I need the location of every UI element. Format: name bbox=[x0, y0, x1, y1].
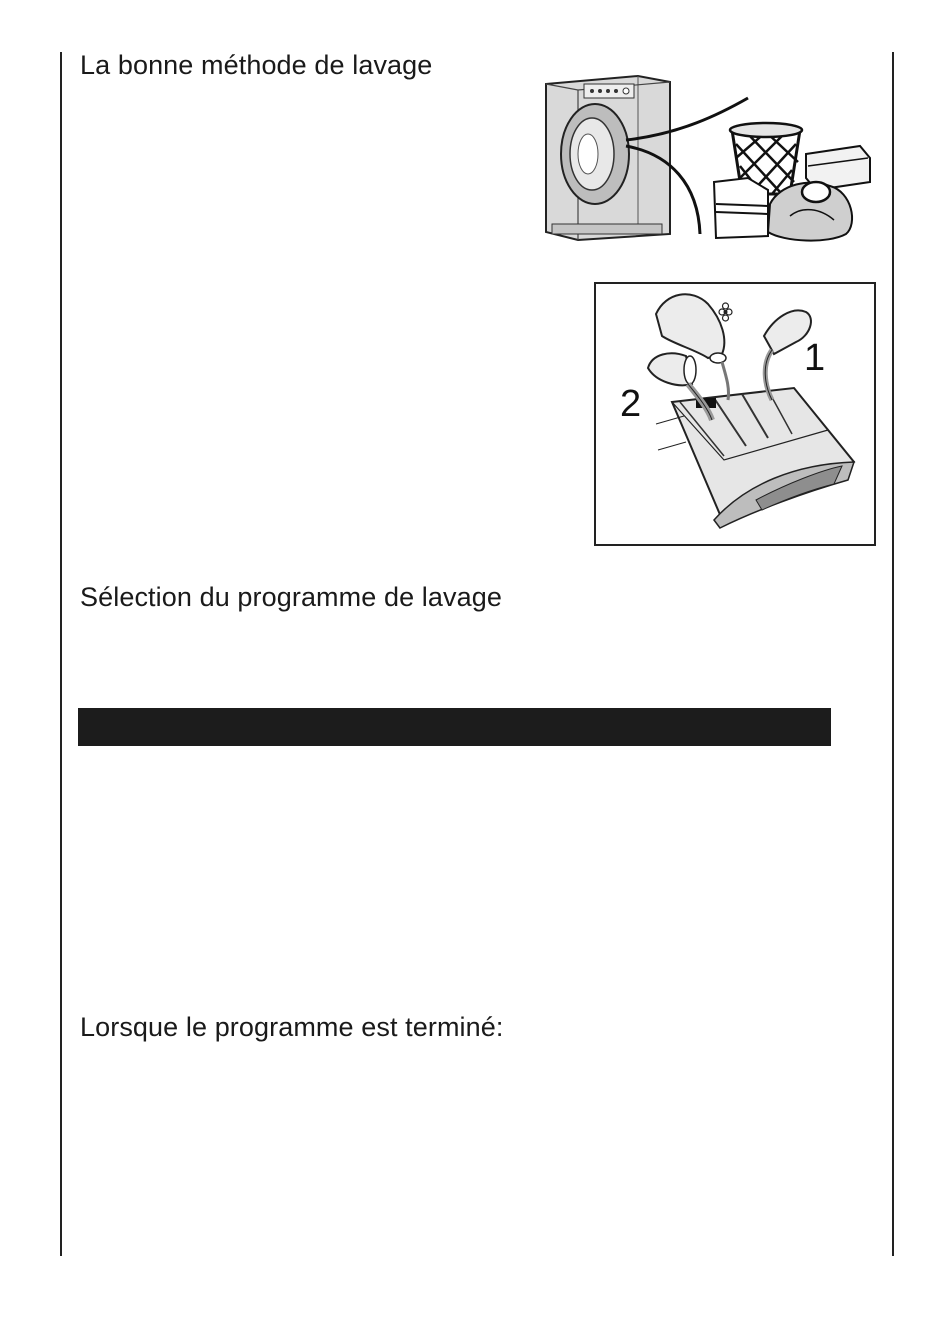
washing-machine-illustration bbox=[540, 74, 885, 244]
program-finished-heading: Lorsque le programme est terminé: bbox=[80, 1012, 504, 1042]
washing-method-heading: La bonne méthode de lavage bbox=[80, 50, 433, 80]
detergent-dispenser-figure bbox=[594, 282, 876, 546]
left-margin-rule bbox=[60, 52, 62, 1256]
program-selection-heading: Sélection du programme de lavage bbox=[80, 582, 502, 612]
section-divider-bar bbox=[78, 708, 831, 746]
compartment-1-label: 1 bbox=[804, 337, 826, 379]
right-margin-rule bbox=[892, 52, 894, 1256]
flower-icon bbox=[719, 303, 732, 321]
compartment-2-label: 2 bbox=[620, 383, 642, 425]
